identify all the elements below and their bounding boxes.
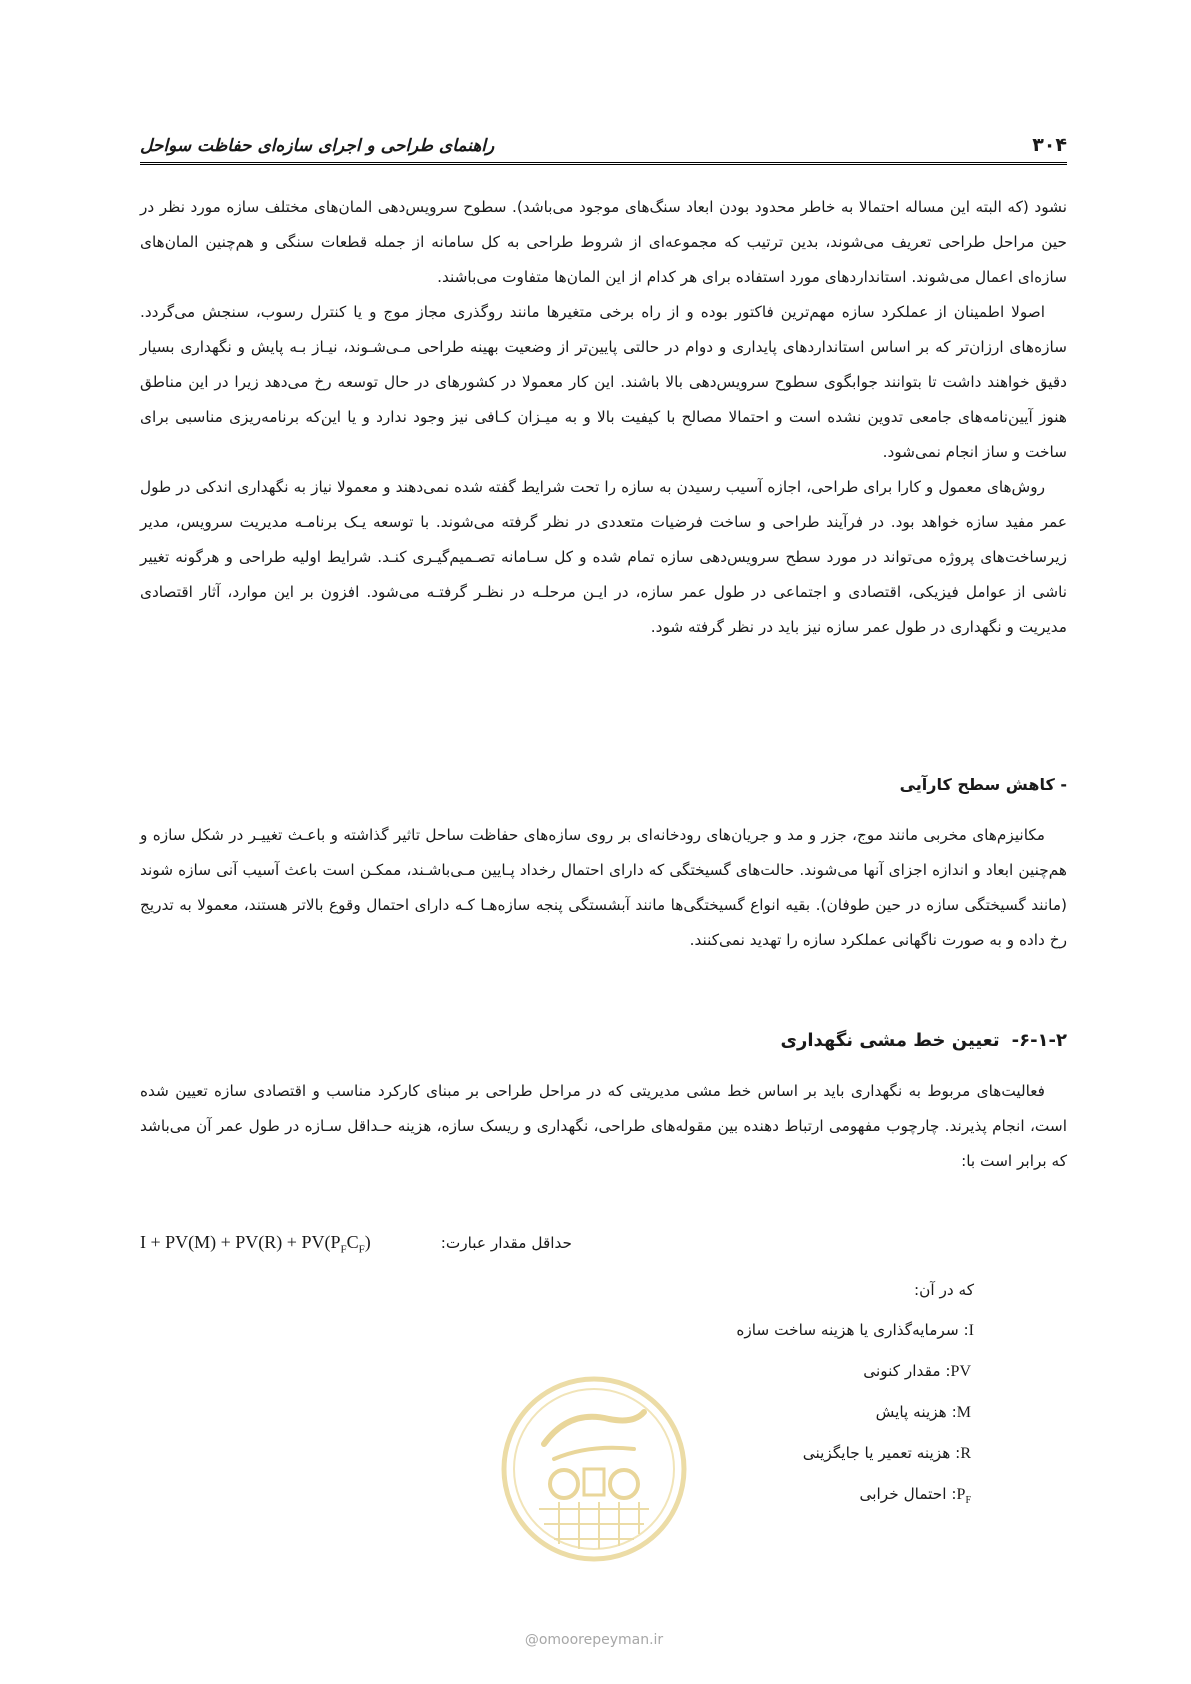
paragraph: فعالیت‌های مربوط به نگهداری باید بر اساس خط مشی مدیریتی که در مراحل طراحی بر مبنای کارکرد مناسب و اقتصادی سازه تعیین شده است، انجام پذیرند. چارچوب مفهومی ارتباط دهنده بین مقوله‌های طراحی، نگهداری و ریسک سازه، هزینه حـداقل سـازه در طول عمر آن می‌باشد که برابر است با: bbox=[140, 1082, 1067, 1170]
section-title: تعیین خط مشی نگهداری bbox=[780, 1030, 1000, 1051]
definition-item: R: هزینه تعمیر یا جایگزینی bbox=[802, 1444, 971, 1462]
running-header bbox=[140, 120, 1067, 165]
book-title: راهنمای طراحی و اجرای سازه‌ای حفاظت سواحل bbox=[140, 136, 495, 156]
section-heading bbox=[140, 1030, 1067, 1051]
definition-item: PV: مقدار کنونی bbox=[863, 1362, 971, 1380]
watermark-url: @omoorepeyman.ir bbox=[524, 1632, 664, 1648]
watermark-logo-icon bbox=[499, 1374, 689, 1564]
definition-item: I: سرمایه‌گذاری یا هزینه ساخت سازه bbox=[736, 1321, 974, 1339]
paragraph: مکانیزم‌های مخربی مانند موج، جزر و مد و جریان‌های رودخانه‌ای بر روی سازه‌های حفاظت ساحل تاثیر گذاشته و باعـث تغییـر در شکل سازه و هم‌چنین ابعاد و اندازه اجزای آنها می‌شوند. حالت‌های گسیختگی که دارای احتمال رخداد پـایین مـی‌باشـند، ممکـن است باعث آسیب آنی سازه شوند (مانند گسیختگی سازه در حین طوفان). بقیه انواع گسیختگی‌ها مانند آبشستگی پنجه سازه‌هـا کـه دارای احتمال وقوع بالاتر هستند، معمولا به تدریج رخ داده و به صورت ناگهانی عملکرد سازه را تهدید نمی‌کنند. bbox=[140, 826, 1067, 949]
subheading: - کاهش سطح کارآیی bbox=[899, 775, 1067, 794]
formula-line bbox=[140, 1232, 1067, 1262]
paragraph: روش‌های معمول و کارا برای طراحی، اجازه آسیب رسیدن به سازه را تحت شرایط گفته شده نمی‌دهند و معمولا نیاز به نگهداری اندکی در طول عمر مفید سازه خواهد بود. در فرآیند طراحی و ساخت فرضیات متعددی در نظر گرفته می‌شوند. با توسعه یـک برنامـه مدیریت سرویس، مدیر زیرساخت‌های پروژه می‌تواند در مورد سطح سرویس‌دهی سازه تمام شده و کل سـامانه تصـمیم‌گیـری کنـد. شرایط اولیه طراحی و هرگونه تغییر ناشی از عوامل فیزیکی، اقتصادی و اجتماعی در طول عمر سازه، در ایـن مرحلـه در نظـر گرفتـه می‌شود. افزون بر این موارد، آثار اقتصادی مدیریت و نگهداری در طول عمر سازه نیز باید در نظر گرفته شود. bbox=[140, 478, 1067, 636]
body-section bbox=[140, 1074, 1067, 1179]
formula-expression: $I + PV(M) + PV(R) + PV(P_FC_F)$ bbox=[140, 1232, 371, 1256]
body-top bbox=[140, 190, 1067, 645]
definition-item: $P_F$: احتمال خرابی bbox=[859, 1485, 971, 1507]
formula-label: حداقل مقدار عبارت: bbox=[440, 1234, 572, 1252]
body-mid bbox=[140, 818, 1067, 958]
section-number: ۶-۱-۲- bbox=[1011, 1030, 1067, 1051]
paragraph: نشود (که البته این مساله احتمالا به خاطر محدود بودن ابعاد سنگ‌های موجود می‌باشد). سطوح سرویس‌دهی المان‌های مختلف سازه مورد نظر در حین مراحل طراحی تعریف می‌شوند، بدین ترتیب که مجموعه‌ای از شروط طراحی به کل سامانه از جمله قطعات سنگی و هم‌چنین المان‌های سازه‌ای اعمال می‌شوند. استانداردهای مورد استفاده برای هر کدام از این المان‌ها متفاوت می‌باشند. bbox=[140, 198, 1067, 286]
page-number: ۳۰۴ bbox=[1032, 134, 1067, 156]
paragraph: اصولا اطمینان از عملکرد سازه مهم‌ترین فاکتور بوده و از راه برخی متغیرها مانند روگذری مجاز موج و یا کنترل رسوب، سنجش می‌گردد. سازه‌های ارزان‌تر که بر اساس استانداردهای پایداری و دوام در حالتی پایین‌تر از وضعیت بهینه طراحی مـی‌شـوند، نیـاز بـه پایش و نگهداری بسیار دقیق خواهند داشت تا بتوانند جوابگوی سطوح سرویس‌دهی بالا باشند. این کار معمولا در کشورهای در حال توسعه رخ می‌دهد زیرا در این مناطق هنوز آیین‌نامه‌های جامعی تدوین نشده است و احتمالا مصالح با کیفیت بالا و به میـزان کـافی نیز وجود ندارد و یا این‌که برنامه‌ریزی مناسبی برای ساخت و ساز انجام نمی‌شود. bbox=[140, 303, 1067, 461]
definitions-intro: که در آن: bbox=[913, 1281, 974, 1299]
definition-item: M: هزینه پایش bbox=[875, 1403, 971, 1421]
